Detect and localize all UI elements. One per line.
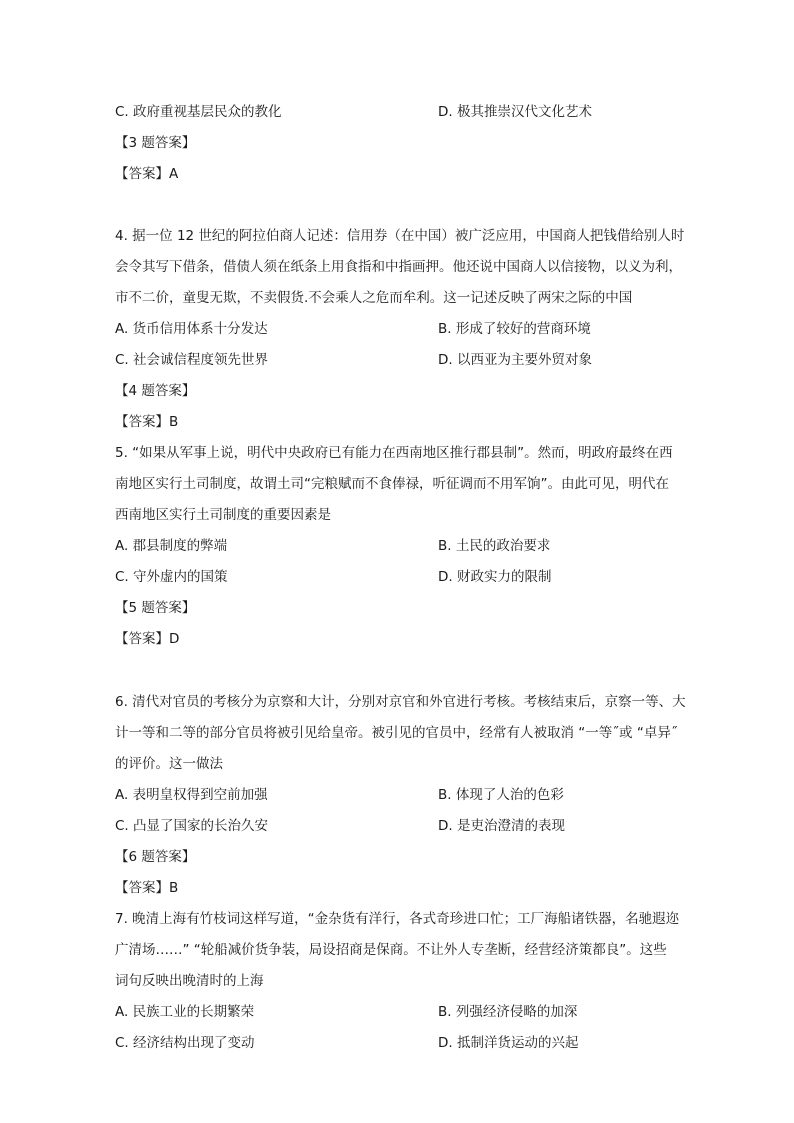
q7-option-c: C. 经济结构出现了变动 bbox=[115, 1035, 255, 1051]
q6-option-c: C. 凸显了国家的长治久安 bbox=[115, 818, 269, 834]
q5-option-c: C. 守外虚内的国策 bbox=[115, 569, 228, 585]
q3-answer-header: 【3 题答案】 bbox=[115, 135, 196, 151]
q6-stem-line-1: 6. 清代对官员的考核分为京察和大计，分别对京官和外官进行考核。考核结束后，京察一等、大 bbox=[115, 694, 686, 710]
q7-option-d: D. 抵制洋货运动的兴起 bbox=[438, 1035, 579, 1051]
q5-stem-line-1: 5. “如果从军事上说，明代中央政府已有能力在西南地区推行郡县制”。然而，明政府最终在西 bbox=[115, 445, 673, 461]
q6-answer: 【答案】B bbox=[115, 880, 179, 896]
q6-answer-header: 【6 题答案】 bbox=[115, 849, 196, 865]
q4-stem-line-3: 市不二价，童叟无欺，不卖假货.不会乘人之危而牟利。这一记述反映了两宋之际的中国 bbox=[115, 290, 633, 306]
q7-stem-line-1: 7. 晚清上海有竹枝词这样写道，“金杂货有洋行，各式奇珍进口忙；工厂海船诸铁器，名驰遐迩 bbox=[115, 911, 680, 927]
q3-option-c: C. 政府重视基层民众的教化 bbox=[115, 104, 282, 120]
q4-option-c: C. 社会诚信程度领先世界 bbox=[115, 352, 269, 368]
q5-stem-line-2: 南地区实行土司制度，故谓土司“完粮赋而不食俸禄，听征调而不用军饷”。由此可见，明代在 bbox=[115, 476, 669, 492]
q7-option-b: B. 列强经济侵略的加深 bbox=[438, 1004, 578, 1020]
q5-option-b: B. 土民的政治要求 bbox=[438, 538, 551, 554]
q6-stem-line-3: 的评价。这一做法 bbox=[115, 756, 223, 772]
q7-option-a: A. 民族工业的长期繁荣 bbox=[115, 1004, 255, 1020]
q6-stem-line-2: 计一等和二等的部分官员将被引见给皇帝。被引见的官员中，经常有人被取消 “一等˝或 “卓异˝ bbox=[115, 725, 678, 741]
q7-stem-line-2: 广清场……” “轮船减价货争装，局设招商是保商。不让外人专垄断，经营经济策都良”。这些 bbox=[115, 942, 667, 958]
q4-stem-line-1: 4. 据一位 12 世纪的阿拉伯商人记述：信用券（在中国）被广泛应用，中国商人把钱借给别人时 bbox=[115, 228, 685, 244]
q6-option-d: D. 是吏治澄清的表现 bbox=[438, 818, 565, 834]
q5-answer: 【答案】D bbox=[115, 631, 180, 647]
q4-option-b: B. 形成了较好的营商环境 bbox=[438, 321, 591, 337]
q6-option-b: B. 体现了人治的色彩 bbox=[438, 787, 564, 803]
q4-answer-header: 【4 题答案】 bbox=[115, 383, 196, 399]
q3-answer: 【答案】A bbox=[115, 166, 179, 182]
q5-stem-line-3: 西南地区实行土司制度的重要因素是 bbox=[115, 507, 331, 523]
q4-option-d: D. 以西亚为主要外贸对象 bbox=[438, 352, 592, 368]
q5-answer-header: 【5 题答案】 bbox=[115, 600, 196, 616]
q4-stem-line-2: 会令其写下借条，借债人须在纸条上用食指和中指画押。他还说中国商人以信接物，以义为利， bbox=[115, 259, 682, 275]
q6-option-a: A. 表明皇权得到空前加强 bbox=[115, 787, 268, 803]
q7-stem-line-3: 词句反映出晚清时的上海 bbox=[115, 973, 264, 989]
q5-option-a: A. 郡县制度的弊端 bbox=[115, 538, 228, 554]
q5-option-d: D. 财政实力的限制 bbox=[438, 569, 552, 585]
q4-option-a: A. 货币信用体系十分发达 bbox=[115, 321, 268, 337]
q4-answer: 【答案】B bbox=[115, 414, 179, 430]
q3-option-d: D. 极其推崇汉代文化艺术 bbox=[438, 104, 592, 120]
